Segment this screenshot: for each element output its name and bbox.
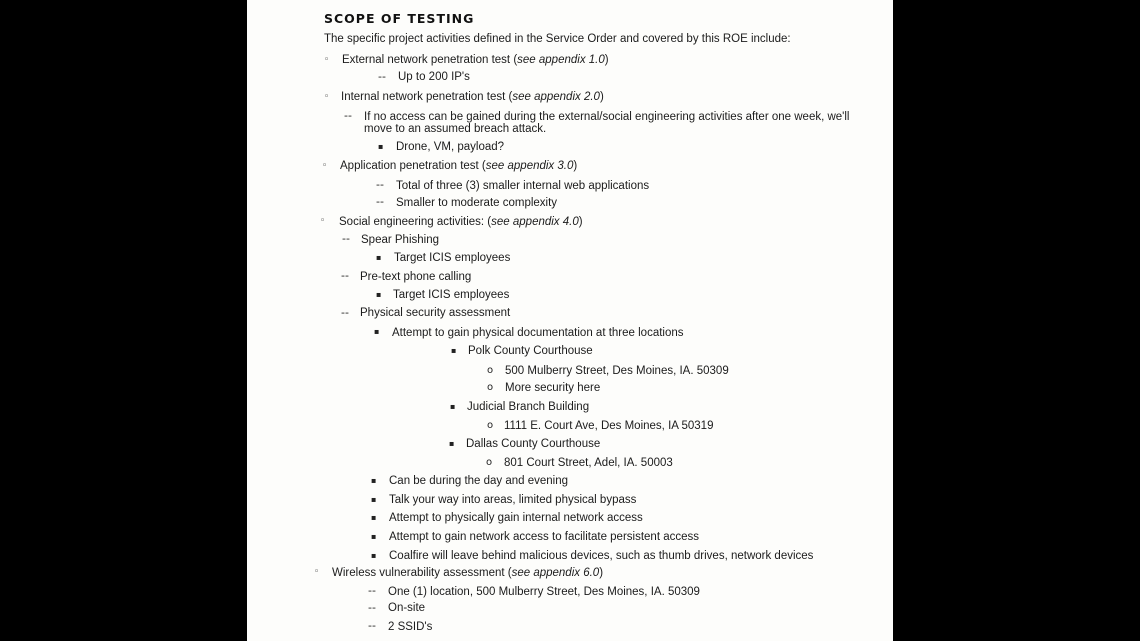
square-marker: ▪ (376, 290, 382, 299)
item-text: Internal network penetration test ( (341, 91, 513, 103)
circle-marker: o (487, 365, 494, 376)
item-wireless-location: One (1) location, 500 Mulberry Street, Des Moines, IA. 50309 (388, 586, 700, 598)
section-heading: SCOPE OF TESTING (324, 11, 475, 26)
bullet-marker: ◦ (324, 55, 330, 65)
appendix-reference: see appendix 2.0 (512, 91, 600, 103)
appendix-reference: see appendix 3.0 (485, 160, 574, 172)
item-internal-note-line-1: If no access can be gained during the external/social engineering activities after one week, we'll (364, 111, 850, 123)
item-talk-your-way: Talk your way into areas, limited physical bypass (389, 494, 637, 506)
item-internal-drone: Drone, VM, payload? (396, 141, 505, 153)
bullet-marker: ◦ (314, 567, 320, 577)
square-marker: ▪ (371, 476, 377, 485)
circle-marker: o (487, 420, 494, 431)
square-marker: ▪ (374, 327, 380, 336)
dash-marker: -- (368, 584, 376, 597)
bullet-marker: ◦ (320, 216, 326, 226)
item-application (340, 159, 577, 173)
item-gain-persistent: Attempt to gain network access to facilitate persistent access (389, 531, 700, 543)
square-marker: ▪ (451, 346, 457, 355)
item-application-complexity: Smaller to moderate complexity (396, 197, 558, 209)
item-physical-attempt: Attempt to gain physical documentation at three locations (392, 327, 684, 339)
item-pretext-calling: Pre-text phone calling (360, 271, 472, 283)
bullet-marker: ◦ (324, 92, 330, 102)
square-marker: ▪ (371, 495, 377, 504)
item-close: ) (599, 91, 604, 103)
item-external-ips: Up to 200 IP's (398, 71, 470, 83)
item-application-total: Total of three (3) smaller internal web applications (396, 180, 650, 192)
item-text: External network penetration test ( (342, 54, 518, 66)
location-polk: Polk County Courthouse (468, 345, 593, 357)
dash-marker: -- (342, 232, 350, 245)
square-marker: ▪ (450, 402, 456, 411)
circle-marker: o (486, 457, 493, 468)
item-gain-internal: Attempt to physically gain internal network access (389, 512, 643, 524)
square-marker: ▪ (376, 253, 382, 262)
dash-marker: -- (378, 70, 386, 83)
item-close: ) (599, 567, 604, 579)
square-marker: ▪ (371, 551, 377, 560)
bullet-marker: ◦ (322, 161, 328, 171)
item-spear-phishing: Spear Phishing (361, 234, 439, 246)
location-dallas-address: 801 Court Street, Adel, IA. 50003 (504, 457, 673, 469)
appendix-reference: see appendix 6.0 (511, 567, 600, 579)
intro-text: The specific project activities defined in the Service Order and covered by this ROE include: (324, 33, 791, 45)
item-onsite: On-site (388, 602, 426, 614)
item-external (342, 53, 609, 67)
dash-marker: -- (368, 619, 376, 632)
dash-marker: -- (341, 306, 349, 319)
circle-marker: o (487, 382, 494, 393)
item-internal-note-line-2: move to an assumed breach attack. (364, 123, 547, 135)
location-judicial-address: 1111 E. Court Ave, Des Moines, IA 50319 (504, 420, 714, 432)
item-coalfire-devices: Coalfire will leave behind malicious devices, such as thumb drives, network devices (389, 550, 814, 562)
appendix-reference: see appendix 1.0 (517, 54, 605, 66)
dash-marker: -- (368, 601, 376, 614)
item-internal (341, 90, 604, 104)
item-physical-assessment: Physical security assessment (360, 307, 511, 319)
dash-marker: -- (344, 109, 352, 122)
dash-marker: -- (376, 178, 384, 191)
item-social (339, 215, 583, 229)
item-text: Application penetration test ( (340, 160, 486, 172)
square-marker: ▪ (378, 142, 384, 151)
location-judicial: Judicial Branch Building (467, 401, 590, 413)
appendix-reference: see appendix 4.0 (491, 216, 579, 228)
document-page (247, 0, 893, 641)
item-target-employees: Target ICIS employees (393, 289, 510, 301)
dash-marker: -- (376, 195, 384, 208)
item-close: ) (604, 54, 609, 66)
location-polk-address: 500 Mulberry Street, Des Moines, IA. 50309 (505, 365, 729, 377)
item-text: Wireless vulnerability assessment ( (332, 567, 512, 579)
location-polk-note: More security here (505, 382, 601, 394)
dash-marker: -- (341, 269, 349, 282)
square-marker: ▪ (371, 532, 377, 541)
item-day-evening: Can be during the day and evening (389, 475, 569, 487)
item-wireless (332, 566, 603, 580)
item-ssids: 2 SSID's (388, 621, 433, 633)
item-text: Social engineering activities: ( (339, 216, 492, 228)
item-close: ) (578, 216, 583, 228)
item-close: ) (573, 160, 578, 172)
square-marker: ▪ (449, 439, 455, 448)
item-target-employees: Target ICIS employees (394, 252, 511, 264)
square-marker: ▪ (371, 513, 377, 522)
location-dallas: Dallas County Courthouse (466, 438, 601, 450)
